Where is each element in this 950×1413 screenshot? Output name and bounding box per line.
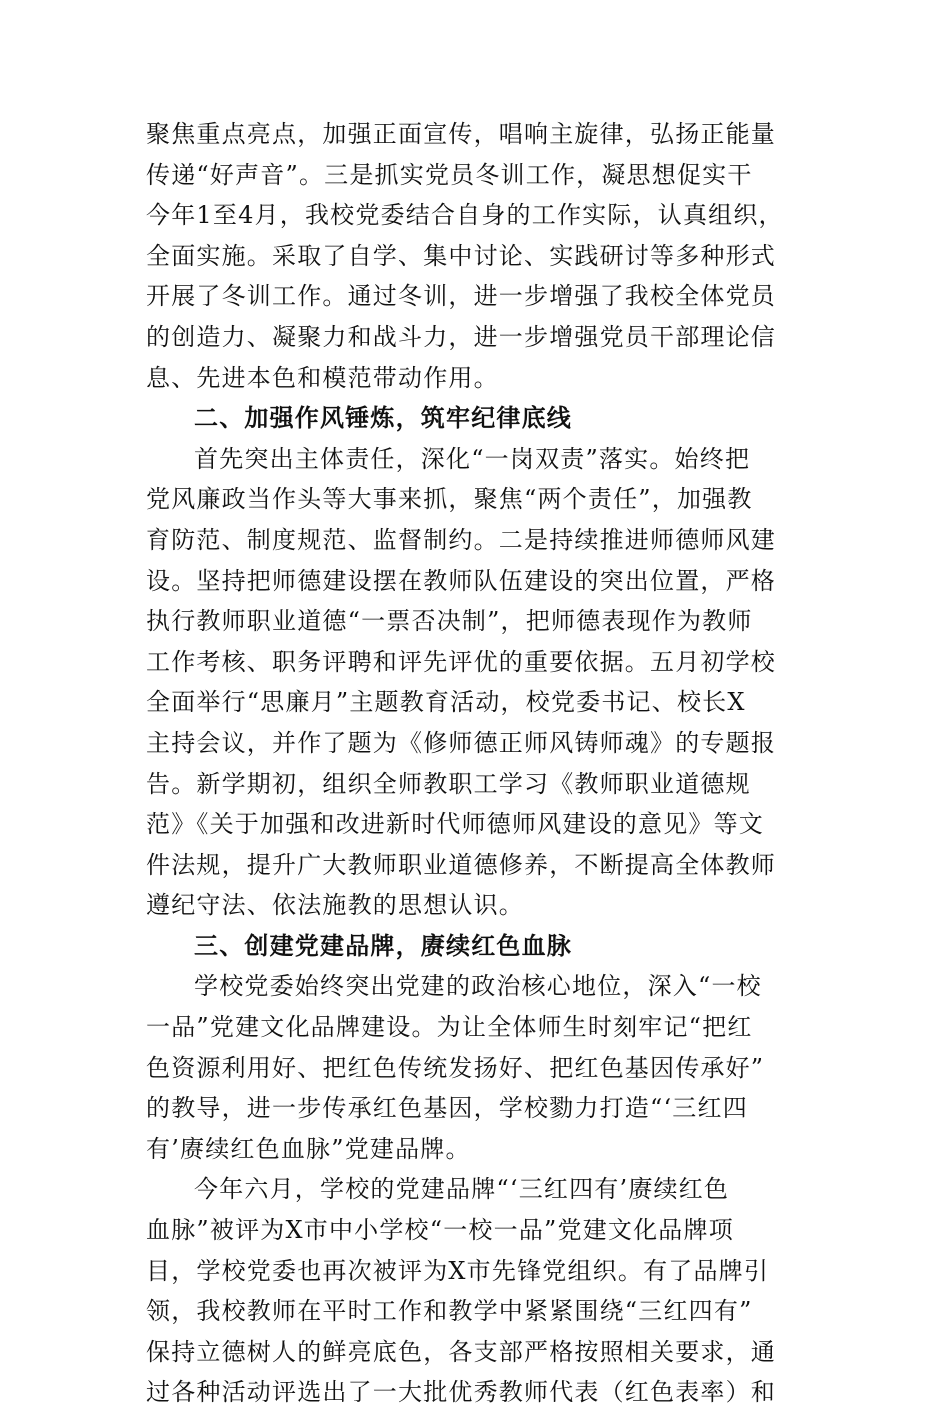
text-line: 的创造力、凝聚力和战斗力，进一步增强党员干部理论信 xyxy=(146,322,776,351)
text-line: 全面举行“思廉月”主题教育活动，校党委书记、校长X xyxy=(146,688,746,717)
text-line: 党风廉政当作头等大事来抓，聚焦“两个责任”，加强教 xyxy=(146,485,753,514)
text-line: 育防范、制度规范、监督制约。二是持续推进师德师风建 xyxy=(146,525,776,554)
text-line: 血脉”被评为X市中小学校“一校一品”党建文化品牌项 xyxy=(146,1216,734,1245)
text-line: 息、先进本色和模范带动作用。 xyxy=(146,363,499,392)
text-line: 主持会议，并作了题为《修师德正师风铸师魂》的专题报 xyxy=(146,728,776,757)
text-line: 遵纪守法、依法施教的思想认识。 xyxy=(146,891,524,920)
text-line: 范》《关于加强和改进新时代师德师风建设的意见》等文 xyxy=(146,810,764,839)
text-line: 今年1至4月，我校党委结合自身的工作实际，认真组织， xyxy=(146,201,784,230)
text-line: 执行教师职业道德“一票否决制”，把师德表现作为教师 xyxy=(146,607,753,636)
text-line: 目，学校党委也再次被评为X市先锋党组织。有了品牌引 xyxy=(146,1256,770,1285)
section-heading: 二、加强作风锤炼，筑牢纪律底线 xyxy=(194,403,572,433)
text-line: 保持立德树人的鲜亮底色，各支部严格按照相关要求，通 xyxy=(146,1337,776,1366)
text-line: 有’赓续红色血脉”党建品牌。 xyxy=(146,1134,471,1163)
text-line: 告。新学期初，组织全师教职工学习《教师职业道德规 xyxy=(146,769,751,798)
text-line: 一品”党建文化品牌建设。为让全体师生时刻牢记“把红 xyxy=(146,1013,753,1042)
section-heading: 三、创建党建品牌，赓续红色血脉 xyxy=(194,930,572,960)
text-line: 件法规，提升广大教师职业道德修养，不断提高全体教师 xyxy=(146,850,776,879)
text-line: 工作考核、职务评聘和评先评优的重要依据。五月初学校 xyxy=(146,647,776,676)
text-line: 设。坚持把师德建设摆在教师队伍建设的突出位置，严格 xyxy=(146,566,776,595)
paragraph-first-line: 首先突出主体责任，深化“一岗双责”落实。始终把 xyxy=(194,444,751,473)
paragraph-first-line: 今年六月，学校的党建品牌“‘三红四有’赓续红色 xyxy=(194,1175,730,1204)
document-page xyxy=(146,114,806,1413)
text-line: 过各种活动评选出了一大批优秀教师代表（红色表率）和 xyxy=(146,1378,776,1407)
text-line: 开展了冬训工作。通过冬训，进一步增强了我校全体党员 xyxy=(146,282,776,311)
text-line: 领，我校教师在平时工作和教学中紧紧围绕“三红四有” xyxy=(146,1297,753,1326)
paragraph-first-line: 学校党委始终突出党建的政治核心地位，深入“一校 xyxy=(194,972,762,1001)
text-line: 聚焦重点亮点，加强正面宣传，唱响主旋律，弘扬正能量 xyxy=(146,120,776,148)
text-line: 传递“好声音”。三是抓实党员冬训工作，凝思想促实干 xyxy=(146,160,753,189)
text-line: 的教导，进一步传承红色基因，学校勠力打造“‘三红四 xyxy=(146,1094,748,1123)
text-line: 全面实施。采取了自学、集中讨论、实践研讨等多种形式 xyxy=(146,241,776,270)
text-line: 色资源利用好、把红色传统发扬好、把红色基因传承好” xyxy=(146,1053,765,1082)
